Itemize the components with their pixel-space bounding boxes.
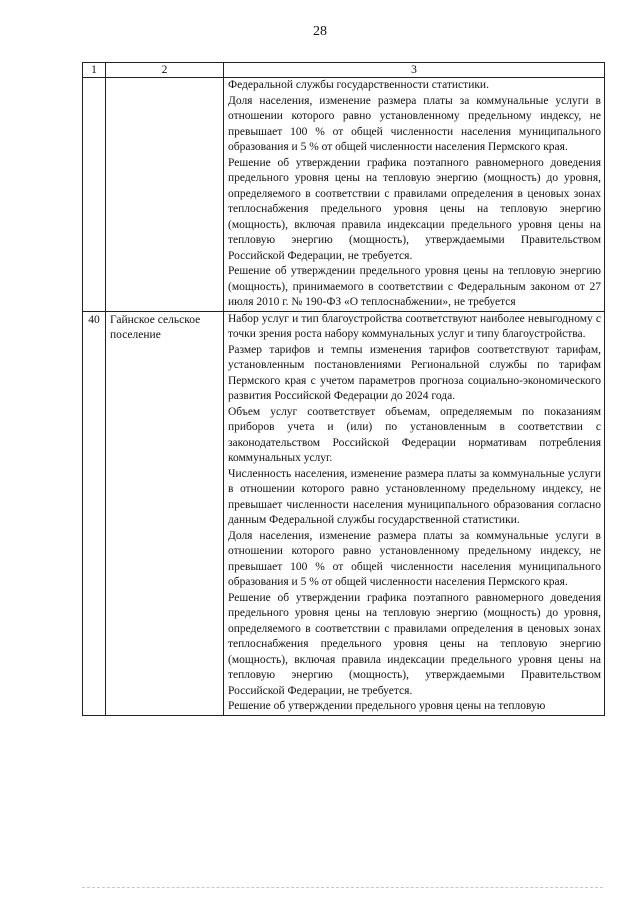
condition-paragraph: Набор услуг и тип благоустройства соответствуют наиболее невыгодному с точки зрения роста набору коммунальных услуг и типу благоустройства. xyxy=(228,312,601,340)
condition-paragraph: Решение об утверждении предельного уровня цены на тепловую энергию (мощность), принимаемого в соответствии с Федеральным законом от 27 июля 2010 г. № 190-ФЗ «О теплоснабжении», не требуется xyxy=(228,265,601,308)
page-bottom-rule xyxy=(82,887,603,888)
condition-paragraph: Решение об утверждении графика поэтапного равномерного доведения предельного уровня цены на тепловую энергию (мощность) до уровня, определяемого в соответствии с правилами определения в ценовых зонах теплоснабжения предельного уровня цены на тепловую энергию (мощность), включая правила индексации предельного уровня цены на тепловую энергию (мощность), утверждаемыми Правительством Российской Федерации, не требуется. xyxy=(228,156,601,262)
condition-paragraph: Решение об утверждении графика поэтапного равномерного доведения предельного уровня цены на тепловую энергию (мощность) до уровня, определяемого в соответствии с правилами определения в ценовых зонах теплоснабжения предельного уровня цены на тепловую энергию (мощность), включая правила индексации предельного уровня цены на тепловую энергию (мощность), утверждаемыми Правительством Российской Федерации, не требуется. xyxy=(228,591,601,697)
condition-paragraph: Объем услуг соответствует объемам, определяемым по показаниям приборов учета и (или) по установленным в соответствии с законодательством Российской Федерации нормативам потребления коммунальных услуг. xyxy=(228,405,601,464)
table-header-row xyxy=(83,63,605,78)
municipality-cell xyxy=(106,78,224,312)
column-header-2: 2 xyxy=(106,63,224,78)
condition-paragraph: Численность населения, изменение размера платы за коммунальные услуги в отношении которого равно установленному предельному индексу, не превышает численности населения муниципального образования согласно данным Федеральной службы государственной статистики. xyxy=(228,467,601,526)
conditions-cell xyxy=(224,311,605,715)
row-number-cell: 40 xyxy=(83,311,106,715)
column-header-1: 1 xyxy=(83,63,106,78)
condition-paragraph: Федеральной службы государственности статистики. xyxy=(228,79,489,91)
column-header-3: 3 xyxy=(224,63,605,78)
condition-paragraph: Доля населения, изменение размера платы за коммунальные услуги в отношении которого равно установленному предельному индексу, не превышает 100 % от общей численности населения муниципального образования и 5 % от общей численности населения Пермского края. xyxy=(228,94,601,153)
page-number: 28 xyxy=(313,24,327,39)
municipality-cell: Гайнское сельское поселение xyxy=(106,311,224,715)
table-row-40 xyxy=(83,311,605,715)
condition-paragraph: Доля населения, изменение размера платы за коммунальные услуги в отношении которого равно установленному предельному индексу, не превышает 100 % от общей численности населения муниципального образования и 5 % от общей численности населения Пермского края. xyxy=(228,529,601,588)
condition-paragraph: Размер тарифов и темпы изменения тарифов соответствуют тарифам, установленным постановлениями Региональной службы по тарифам Пермского края с учетом параметров прогноза социально-экономического развития Российской Федерации до 2024 года. xyxy=(228,343,601,402)
row-number-cell xyxy=(83,78,106,312)
condition-paragraph: Решение об утверждении предельного уровня цены на тепловую xyxy=(228,700,546,712)
conditions-cell xyxy=(224,78,605,312)
table-row-continued xyxy=(83,78,605,312)
regulation-table xyxy=(82,62,605,716)
